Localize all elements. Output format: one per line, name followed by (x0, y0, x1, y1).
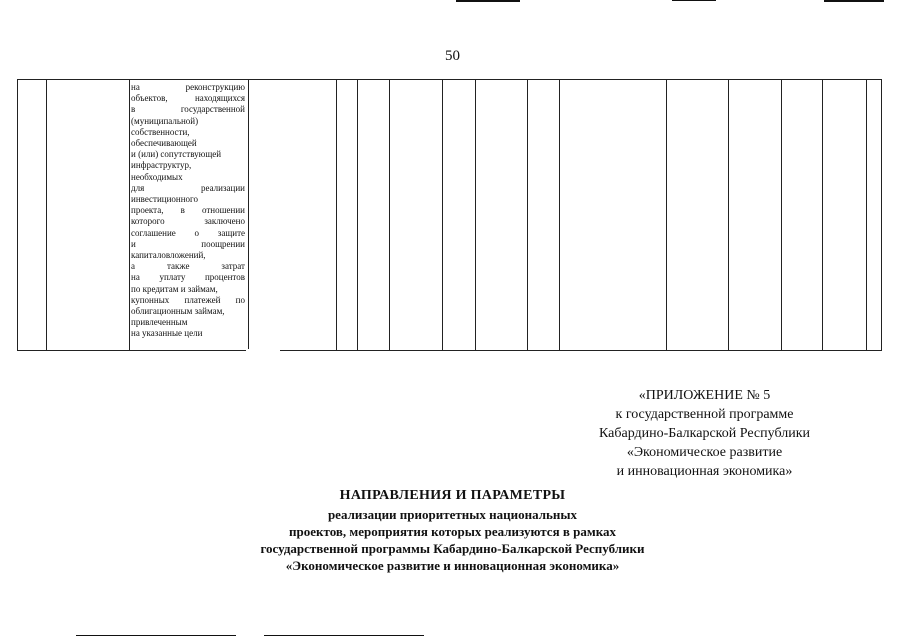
appendix-title: «ПРИЛОЖЕНИЕ № 5 (638, 388, 771, 403)
appendix-line: «Экономическое развитие (626, 445, 783, 460)
table-column-divider (781, 80, 782, 350)
cell-line: а также затрат (131, 261, 245, 272)
scan-gap (246, 349, 280, 352)
cell-line: на уплату процентов (131, 272, 245, 283)
table-column-divider (822, 80, 823, 350)
table-column-divider (336, 80, 337, 350)
heading-line: государственной программы Кабардино-Балкарской Республики (260, 541, 645, 556)
cell-line: на реконструкцию (131, 82, 245, 92)
table-column-divider (248, 80, 249, 350)
top-rule-1 (456, 0, 520, 2)
appendix-line: Кабардино-Балкарской Республики (599, 426, 810, 441)
top-rule-2 (672, 0, 716, 1)
table-column-divider (442, 80, 443, 350)
cell-line: в государственной (131, 104, 245, 115)
cell-line: капиталовложений, (131, 250, 206, 261)
table-column-divider (728, 80, 729, 350)
cell-line: необходимых (131, 171, 183, 182)
table-column-divider (475, 80, 476, 350)
cell-line: облигационным займам, (131, 306, 225, 317)
cell-line: купонных платежей по (131, 294, 245, 305)
document-heading (0, 488, 905, 574)
cell-line: (муниципальной) (131, 115, 199, 126)
cell-line: привлеченным (131, 317, 188, 328)
cell-line: объектов, находящихся (131, 93, 245, 104)
appendix-header (599, 386, 810, 481)
table-column-divider (389, 80, 390, 350)
cell-line: инвестиционного (131, 194, 199, 205)
bottom-rule-2 (264, 635, 424, 636)
cell-line: и (или) сопутствующей (131, 149, 222, 160)
cell-line: соглашение о защите (131, 227, 245, 238)
page-number: 50 (445, 48, 460, 64)
cell-line: инфраструктур, (131, 160, 192, 171)
table-column-divider (866, 80, 867, 350)
heading-line: реализации приоритетных национальных (327, 507, 578, 522)
cell-line: обеспечивающей (131, 138, 197, 149)
bottom-rule-1 (76, 635, 236, 636)
table-column-divider (129, 80, 130, 350)
table-column-divider (527, 80, 528, 350)
heading-title: НАПРАВЛЕНИЯ И ПАРАМЕТРЫ (339, 488, 566, 503)
cell-line: по кредитам и займам, (131, 283, 218, 294)
heading-line: «Экономическое развитие и инновационная экономика» (285, 558, 620, 573)
table-column-divider (559, 80, 560, 350)
appendix-line: к государственной программе (615, 407, 794, 422)
heading-line: проектов, мероприятия которых реализуются в рамках (289, 524, 616, 539)
cell-line: собственности, (131, 126, 190, 137)
table-cell-description (131, 82, 245, 340)
cell-line: которого заключено (131, 216, 245, 227)
table-column-divider (46, 80, 47, 350)
table-column-divider (666, 80, 667, 350)
appendix-line: и инновационная экономика» (616, 464, 793, 479)
continuation-table (17, 79, 882, 351)
table-column-divider (357, 80, 358, 350)
top-rule-3 (824, 0, 884, 2)
cell-line: и поощрении (131, 238, 245, 249)
cell-line: проекта, в отношении (131, 205, 245, 216)
cell-line: для реализации (131, 182, 245, 193)
cell-line: на указанные цели (131, 328, 203, 339)
